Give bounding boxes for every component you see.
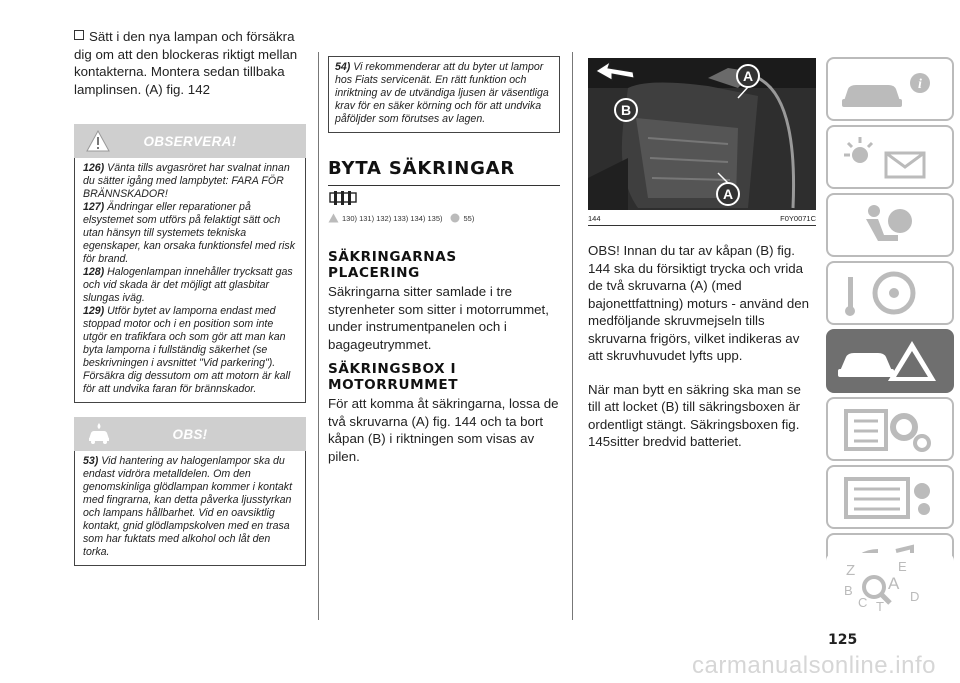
sidebar-item-service-maintenance[interactable]	[826, 397, 954, 461]
checkbox-bullet-icon	[74, 30, 84, 40]
warning-block	[74, 124, 306, 403]
warning-triangle-icon	[86, 129, 110, 153]
column-2	[328, 56, 560, 465]
label-b: B	[620, 102, 632, 118]
column-divider-1	[318, 52, 319, 620]
page-number: 125	[828, 632, 858, 648]
closing-paragraph: När man bytt en säkring ska man se till att locket (B) till säkringsboxen är ordentligt stängt. Säkringsboxen fig. 145sitter bredvid batteriet.	[588, 381, 801, 449]
svg-text:C: C	[858, 595, 868, 610]
svg-text:D: D	[910, 589, 920, 604]
sidebar-item-emergency[interactable]	[826, 329, 954, 393]
obs-refs: 55)	[463, 213, 475, 223]
warning-note-126: 126) Vänta tills avgasröret har svalnat innan du sätter igång med lampbytet: FARA FÖR BRÄNNSKADOR!	[83, 162, 290, 200]
warning-title: OBSERVERA!	[143, 133, 237, 149]
svg-text:E: E	[898, 559, 907, 574]
warning-small-icon	[328, 213, 339, 223]
heading-rule	[328, 185, 560, 186]
svg-text:B: B	[844, 583, 853, 598]
car-small-icon	[449, 213, 461, 223]
warning-refs: 130) 131) 132) 133) 134) 135)	[342, 213, 443, 223]
column-1	[74, 28, 306, 566]
sidebar-item-lights-mail[interactable]	[826, 125, 954, 189]
section-icons	[328, 190, 560, 211]
figure-number: 144	[588, 214, 601, 223]
obs-box	[74, 451, 306, 566]
warning-header	[74, 124, 306, 158]
steering-wheel-icon	[838, 269, 938, 319]
obs-title: OBS!	[172, 426, 208, 442]
subheading-engine-box: SÄKRINGSBOX I MOTORRUMMET	[328, 361, 459, 393]
subheading-placement: SÄKRINGARNAS PLACERING	[328, 249, 457, 281]
warning-note-129: 129) Utför bytet av lamporna endast med stoppad motor och i en position som inte utgör en trafikfara och som gör att man kan byta lamporna i fullständig säkerhet (se beskrivningen i avsnittet "Vid parkering"). Försäkra dig dessutom om att motorn är kall för att undvika faran för brännskador.	[83, 305, 291, 395]
label-a-bottom: A	[722, 186, 734, 202]
lights-mail-icon	[838, 133, 938, 183]
intro-paragraph: Sätt i den nya lampan och försäkra dig om att den blockeras riktigt mellan kontakterna. Montera sedan tillbaka lamplinsen. (A) fig. 142	[74, 29, 298, 97]
svg-text:Z: Z	[846, 562, 856, 579]
obs-note-53: 53) Vid hantering av halogenlampor ska du endast vidröra metalldelen. Om den genomskinliga glödlampan kommer i kontakt med fingrarna, kan detta påverka ljusstyrkan och lampans hållbarhet. Vid en oavsiktlig kontakt, gnid glödlampskolven med en trasa som har fuktats med alkohol och låt den torka.	[83, 455, 293, 558]
reference-row	[328, 213, 560, 223]
sidebar-item-technical-data[interactable]	[826, 465, 954, 529]
label-a-top: A	[742, 68, 754, 84]
note-54: 54) Vi rekommenderar att du byter ut lampor hos Fiats servicenät. En rätt funktion och inriktning av de utvändiga ljusen är väsentliga krav för en säker körning och för att undvika påföljder som förutses av lagen.	[335, 61, 549, 125]
obs-header	[74, 417, 306, 451]
sidebar-item-airbag-safety[interactable]	[826, 193, 954, 257]
svg-text:T: T	[876, 599, 884, 613]
engine-box-paragraph: För att komma åt säkringarna, lossa de två skruvarna (A) fig. 144 och ta bort kåpan (B) i riktningen som visas av pilen.	[328, 396, 559, 464]
column-divider-2	[572, 52, 573, 620]
engine-fusebox-photo	[588, 58, 816, 210]
figure-144	[588, 58, 816, 210]
warning-note-128: 128) Halogenlampan innehåller trycksatt gas och vid skada är det möjligt att glasbitar slungas iväg.	[83, 266, 293, 304]
placement-paragraph: Säkringarna sitter samlade i tre styrenheter som sitter i motorrummet, under instrumentpanelen och i bagageutrymmet.	[328, 284, 549, 352]
column-3	[588, 58, 816, 451]
section-heading: BYTA SÄKRINGAR	[328, 158, 516, 179]
watermark: carmanualsonline.info	[692, 652, 936, 679]
maintenance-icon	[838, 405, 938, 455]
sidebar-item-index-box[interactable]	[826, 553, 954, 619]
tech-data-icon	[838, 473, 938, 523]
emergency-icon	[838, 337, 938, 387]
warning-box	[74, 158, 306, 403]
sidebar-item-steering-start[interactable]	[826, 261, 954, 325]
warning-note-127: 127) Ändringar eller reparationer på elsystemet som utförs på felaktigt sätt och utan hänsyn till systemets tekniska egenskaper, kan orsaka funktionsfel med risk för brand.	[83, 201, 295, 265]
svg-text:A: A	[888, 574, 900, 593]
figure-code: F0Y0071C	[780, 214, 816, 223]
svg-text:i: i	[918, 77, 922, 92]
figure-caption	[588, 214, 816, 223]
obs-block	[74, 417, 306, 566]
caution-paragraph: OBS! Innan du tar av kåpan (B) fig. 144 ska du försiktigt trycka och vrida de två skruvarna (A) (med bajonettfattning) moturs - använd den medföljande skruvmejseln tills skruvarna frigörs, vilket indikeras av att skruvhuvudet lyfts upp.	[588, 243, 810, 363]
car-drop-icon	[86, 422, 112, 446]
fuse-icon	[328, 190, 358, 206]
note-box-54	[328, 56, 560, 133]
sidebar-item-car-info[interactable]	[826, 57, 954, 121]
airbag-icon	[838, 201, 938, 251]
car-info-icon	[838, 65, 938, 115]
index-icon	[840, 557, 940, 613]
figure-rule	[588, 225, 816, 226]
